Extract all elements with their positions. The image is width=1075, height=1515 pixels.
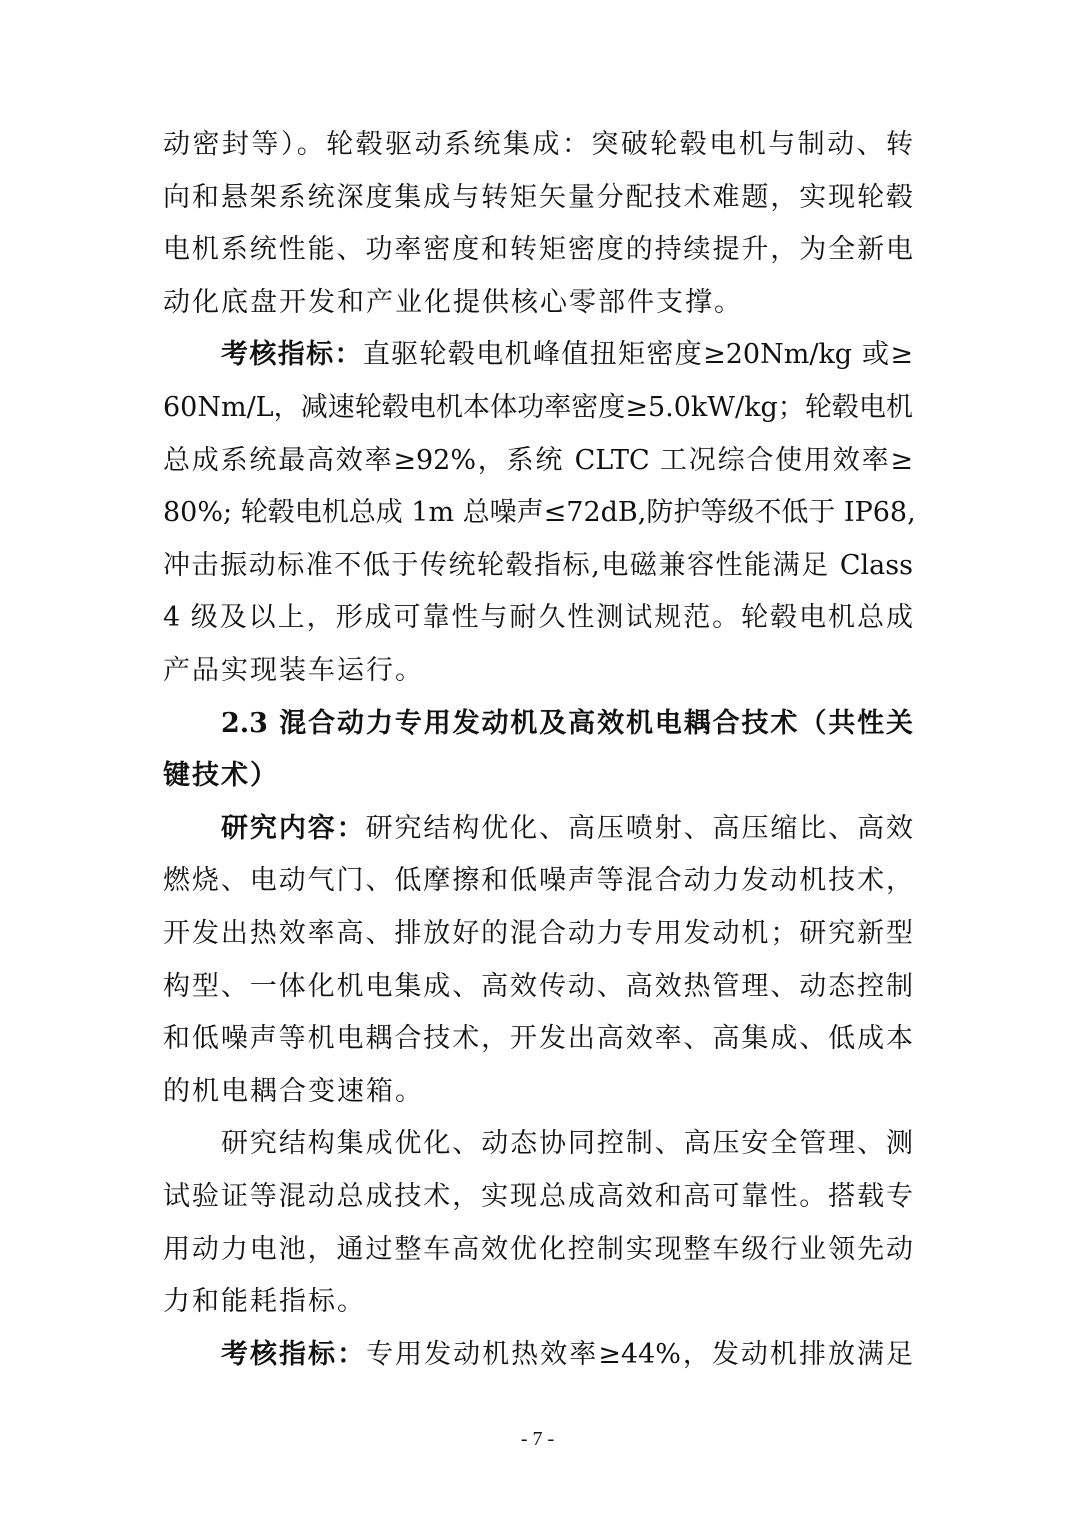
line-text: 研究结构优化、高压喷射、高压缩比、高效	[365, 812, 914, 844]
text-line	[163, 1230, 913, 1270]
line-text: 的机电耦合变速箱。	[163, 1075, 424, 1107]
line-text: 直驱轮毂电机峰值扭矩密度≥20Nm/kg 或≥	[362, 339, 914, 371]
line-text: 试验证等混动总成技术，实现总成高效和高可靠性。搭载专	[163, 1181, 913, 1212]
page-number: - 7 -	[520, 1428, 555, 1450]
text-line	[163, 1019, 913, 1059]
text-line	[163, 1072, 913, 1112]
text-line	[163, 441, 913, 481]
text-line	[163, 861, 913, 901]
text-line	[163, 388, 913, 428]
text-line	[163, 230, 913, 270]
bold-label: 2.3 混合动力专用发动机及高效机电耦合技术（共性关	[221, 707, 913, 739]
line-text: 研究结构集成优化、动态协同控制、高压安全管理、测	[221, 1128, 913, 1160]
line-text: 专用发动机热效率≥44%，发动机排放满足	[366, 1338, 914, 1370]
line-text: 和低噪声等机电耦合技术，开发出高效率、高集成、低成本	[163, 1023, 913, 1055]
line-text: 4 级及以上，形成可靠性与耐久性测试规范。轮毂电机总成	[163, 602, 913, 634]
line-text: 总成系统最高效率≥92%，系统 CLTC 工况综合使用效率≥	[163, 444, 913, 476]
text-line	[163, 1177, 913, 1217]
line-text: 用动力电池，通过整车高效优化控制实现整车级行业领先动	[163, 1233, 913, 1265]
text-line	[163, 914, 913, 954]
line-text: 力和能耗指标。	[163, 1286, 366, 1318]
section-heading-line	[221, 704, 913, 744]
section-heading-line	[163, 756, 913, 796]
bold-label: 考核指标：	[221, 1338, 367, 1370]
text-line	[163, 651, 913, 691]
bold-label: 考核指标：	[221, 339, 363, 371]
line-text: 冲击振动标准不低于传统轮毂指标,电磁兼容性能满足 Class	[163, 549, 913, 581]
text-line	[163, 283, 913, 323]
text-line	[163, 967, 913, 1007]
line-text: 80%; 轮毂电机总成 1m 总噪声≤72dB,防护等级不低于 IP68,	[163, 497, 916, 529]
line-text: 动密封等）。轮毂驱动系统集成：突破轮毂电机与制动、转	[163, 129, 913, 160]
line-text: 60Nm/L，减速轮毂电机本体功率密度≥5.0kW/kg；轮毂电机	[163, 392, 913, 423]
text-line	[221, 809, 913, 849]
line-text: 开发出热效率高、排放好的混合动力专用发动机；研究新型	[163, 918, 913, 949]
line-text: 构型、一体化机电集成、高效传动、高效热管理、动态控制	[163, 970, 913, 1002]
line-text: 电机系统性能、功率密度和转矩密度的持续提升，为全新电	[163, 234, 913, 266]
bold-label: 研究内容：	[221, 812, 366, 844]
bold-label: 键技术）	[163, 760, 279, 792]
text-line	[163, 178, 913, 218]
line-text: 燃烧、电动气门、低摩擦和低噪声等混合动力发动机技术，	[163, 865, 913, 897]
text-line	[221, 1124, 913, 1164]
text-line	[163, 125, 913, 165]
text-line	[221, 335, 913, 375]
text-line	[163, 493, 916, 533]
text-line	[163, 598, 913, 638]
text-line	[221, 1335, 913, 1375]
line-text: 动化底盘开发和产业化提供核心零部件支撑。	[163, 286, 743, 318]
line-text: 向和悬架系统深度集成与转矩矢量分配技术难题，实现轮毂	[163, 181, 913, 213]
line-text: 产品实现装车运行。	[163, 655, 424, 686]
text-line	[163, 546, 913, 586]
text-line	[163, 1282, 913, 1322]
